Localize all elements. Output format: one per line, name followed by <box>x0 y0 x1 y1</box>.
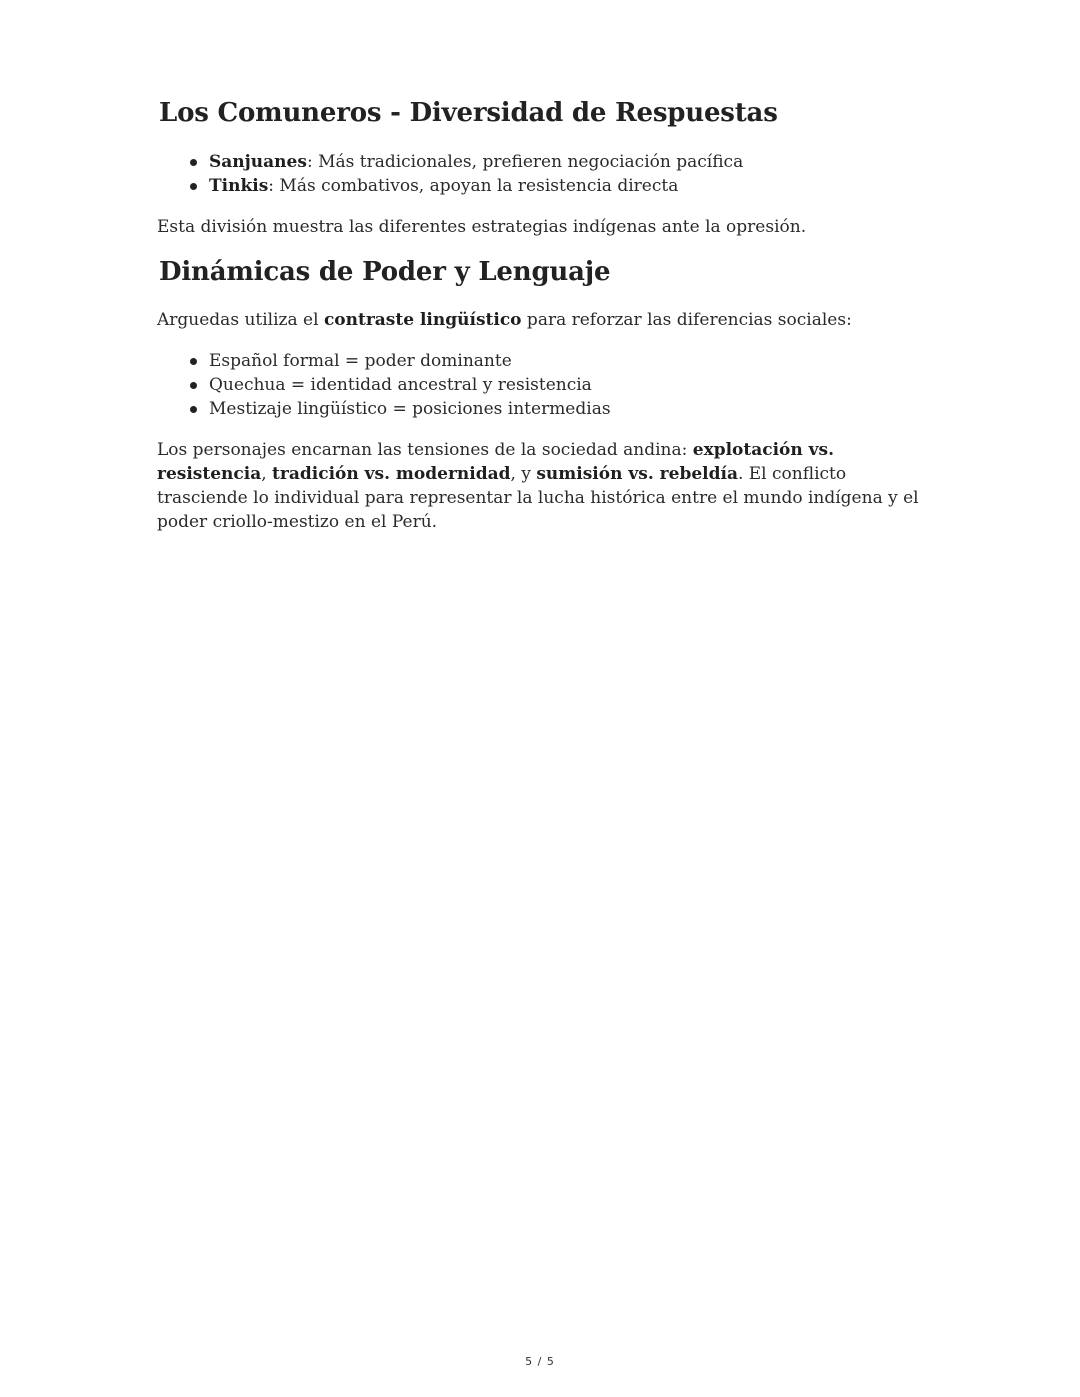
intro-text-end: para reforzar las diferencias sociales: <box>521 310 852 330</box>
language-list <box>157 349 937 421</box>
list-item-text: Quechua = identidad ancestral y resistencia <box>209 375 592 395</box>
paragraph-intro <box>157 308 937 332</box>
bullet-icon <box>190 183 197 190</box>
section-heading-dinamicas: Dinámicas de Poder y Lenguaje <box>159 257 611 287</box>
comuneros-list <box>157 150 937 198</box>
closing-text-4: . El conflicto trasciende lo individual para representar la lucha histórica entre el mundo indígena y el poder criollo-mestizo en el Perú. <box>157 464 919 532</box>
list-item-text: : Más combativos, apoyan la resistencia directa <box>268 176 679 196</box>
list-item <box>157 373 937 397</box>
section-heading-comuneros: Los Comuneros - Diversidad de Respuestas <box>159 98 778 128</box>
paragraph-closing <box>157 438 937 534</box>
document-page <box>157 92 937 534</box>
intro-text: Arguedas utiliza el <box>157 310 324 330</box>
closing-text-2: , <box>261 464 273 484</box>
closing-bold-2: tradición vs. modernidad <box>272 464 511 484</box>
list-item <box>157 397 937 421</box>
list-item-term: Tinkis <box>209 176 269 196</box>
list-item <box>157 150 937 174</box>
page-number: 5 / 5 <box>525 1355 555 1368</box>
list-item-text: : Más tradicionales, prefieren negociación pacífica <box>306 152 744 172</box>
closing-text-1: Los personajes encarnan las tensiones de la sociedad andina: <box>157 440 693 460</box>
list-item-text: Español formal = poder dominante <box>209 351 512 371</box>
closing-bold-1: explotación vs. resistencia <box>157 440 835 484</box>
intro-bold: contraste lingüístico <box>323 310 522 330</box>
bullet-icon <box>190 382 197 389</box>
bullet-icon <box>190 159 197 166</box>
list-item-text: Mestizaje lingüístico = posiciones intermedias <box>209 399 611 419</box>
list-item-term: Sanjuanes <box>209 152 307 172</box>
closing-bold-3: sumisión vs. rebeldía <box>536 464 738 484</box>
bullet-icon <box>190 406 197 413</box>
bullet-icon <box>190 358 197 365</box>
list-item <box>157 349 937 373</box>
paragraph-division: Esta división muestra las diferentes estrategias indígenas ante la opresión. <box>157 217 807 237</box>
closing-text-3: , y <box>510 464 537 484</box>
list-item <box>157 174 937 198</box>
